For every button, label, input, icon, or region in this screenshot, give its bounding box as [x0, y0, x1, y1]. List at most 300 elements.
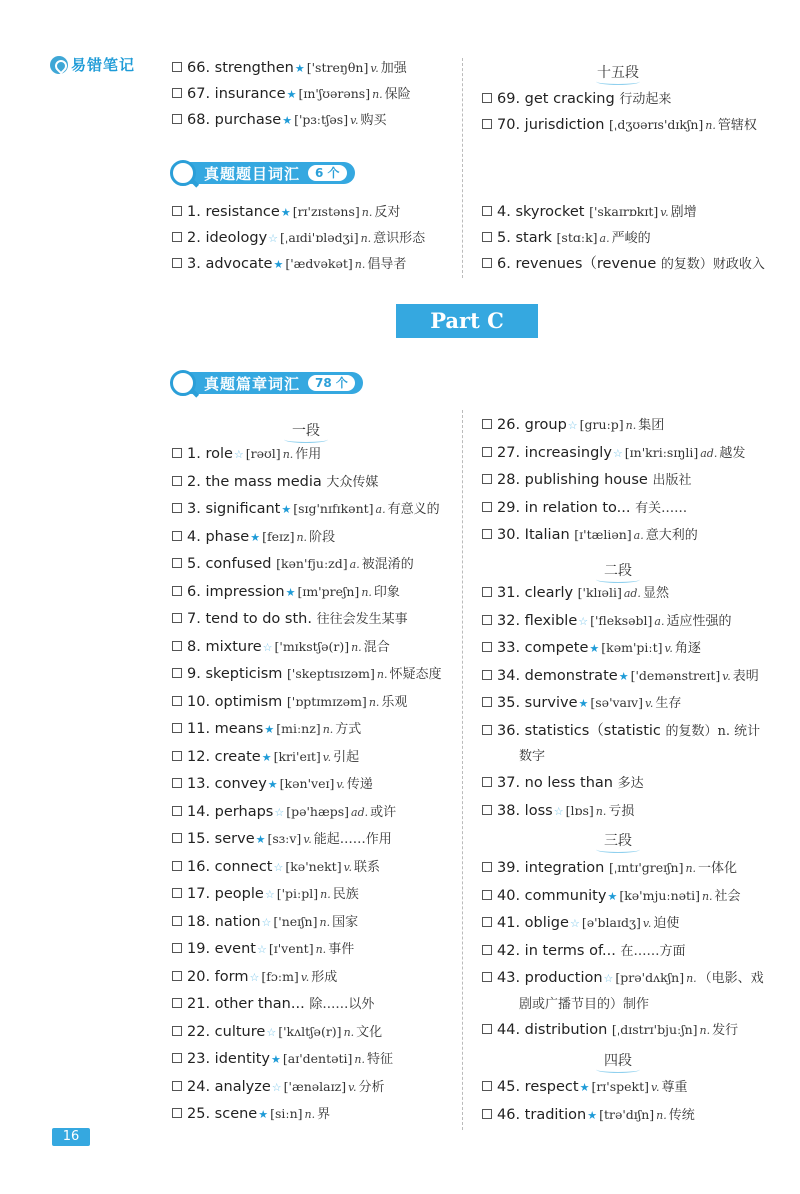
entry-meaning: 集团 — [638, 418, 665, 433]
vocab-entry — [172, 582, 400, 603]
hollow-star-icon: ☆ — [233, 448, 244, 461]
entry-pos: a. — [633, 529, 644, 542]
vocab-entry — [172, 554, 414, 575]
star-icon: ★ — [282, 114, 293, 127]
entry-word: integration — [524, 860, 605, 876]
hollow-star-icon: ☆ — [249, 971, 260, 984]
entry-pos: v. — [303, 833, 312, 846]
vocab-entry — [172, 747, 359, 768]
checkbox-icon[interactable] — [172, 503, 182, 513]
brand-title: 易错笔记 — [71, 56, 136, 74]
star-icon: ★ — [286, 88, 297, 101]
entry-phonetic: ['streŋθn] — [306, 60, 369, 75]
vocab-entry — [482, 941, 685, 962]
checkbox-icon[interactable] — [172, 943, 182, 953]
vocab-entry — [482, 693, 681, 714]
entry-meaning: 联系 — [353, 860, 380, 875]
hollow-star-icon: ☆ — [264, 888, 275, 901]
entry-number: 35. — [497, 695, 521, 711]
entry-meaning: 行动起来 — [619, 92, 672, 107]
entry-word: culture — [214, 1024, 266, 1040]
entry-phonetic: [aɪ'dentəti] — [282, 1051, 353, 1066]
entry-number: 2. — [187, 230, 201, 246]
checkbox-icon[interactable] — [172, 888, 182, 898]
entry-pos: n. — [699, 1024, 711, 1037]
checkbox-icon[interactable] — [172, 1026, 182, 1036]
checkbox-icon[interactable] — [482, 258, 492, 268]
vocab-entry — [482, 228, 651, 249]
star-icon: ★ — [618, 670, 629, 683]
checkbox-icon[interactable] — [172, 88, 182, 98]
entry-phonetic: [ˌaɪdi'ɒlədʒi] — [280, 230, 359, 245]
entry-number: 40. — [497, 888, 521, 904]
checkbox-icon[interactable] — [172, 1053, 182, 1063]
entry-pos: n. — [686, 972, 697, 985]
chapter-vocab-count: 78 个 — [308, 375, 355, 391]
entry-meaning: 在……方面 — [620, 944, 686, 959]
brand-icon — [50, 56, 68, 74]
entry-phonetic: [kəm'piːt] — [601, 640, 663, 655]
entry-meaning: 严峻的 — [611, 231, 651, 246]
entry-word: the mass media — [205, 474, 322, 490]
entry-meaning: 购买 — [360, 113, 387, 128]
entry-pos: n. — [343, 1026, 355, 1039]
entry-phonetic: ['kʌltʃə(r)] — [278, 1024, 342, 1039]
page-number: 16 — [52, 1128, 90, 1146]
entry-meaning: 有意义的 — [387, 502, 440, 517]
star-icon: ★ — [261, 751, 272, 764]
checkbox-icon[interactable] — [172, 833, 182, 843]
entry-phonetic: [kri'eɪt] — [273, 749, 321, 764]
checkbox-icon[interactable] — [482, 206, 492, 216]
checkbox-icon[interactable] — [482, 587, 492, 597]
entry-meaning: 文化 — [356, 1025, 383, 1040]
vocab-entry — [172, 692, 407, 713]
entry-word: loss — [524, 803, 553, 819]
checkbox-icon[interactable] — [482, 1024, 492, 1034]
entry-word: phase — [205, 529, 250, 545]
star-icon: ★ — [589, 642, 600, 655]
entry-meaning: 管辖权 — [717, 118, 757, 133]
hollow-star-icon: ☆ — [569, 917, 580, 930]
entry-number: 9. — [187, 666, 201, 682]
entry-word: significant — [205, 501, 281, 517]
entry-number: 30. — [497, 527, 521, 543]
star-icon: ★ — [264, 723, 275, 736]
vocab-entry — [172, 202, 400, 223]
entry-word: jurisdiction — [524, 117, 605, 133]
entry-meaning: 或许 — [370, 805, 397, 820]
vocab-entry — [482, 773, 644, 794]
entry-meaning: 表明 — [732, 669, 759, 684]
vocab-entry — [482, 498, 687, 519]
hollow-star-icon: ☆ — [256, 943, 267, 956]
entry-pos: v. — [370, 62, 379, 75]
entry-meaning: 生存 — [655, 696, 682, 711]
hollow-star-icon: ☆ — [266, 1026, 277, 1039]
entry-meaning: 民族 — [332, 887, 359, 902]
entry-meaning: 乐观 — [381, 695, 408, 710]
entry-word: group — [524, 417, 567, 433]
entry-meaning: 剧增 — [670, 205, 697, 220]
entry-meaning: 事件 — [328, 942, 355, 957]
vocab-entry — [172, 664, 442, 685]
entry-word: publishing house — [524, 472, 648, 488]
entry-phonetic: [ɪ'vent] — [268, 941, 314, 956]
entry-pos: v. — [343, 861, 352, 874]
entry-word: means — [214, 721, 264, 737]
hollow-star-icon: ☆ — [268, 232, 279, 245]
checkbox-icon[interactable] — [482, 805, 492, 815]
section-heading-15: 十五段 — [588, 62, 648, 82]
entry-phonetic: [siːn] — [270, 1106, 303, 1121]
entry-number: 19. — [187, 941, 211, 957]
entry-word: identity — [214, 1051, 270, 1067]
entry-word: Italian — [524, 527, 570, 543]
vocab-entry — [172, 994, 374, 1015]
entry-number: 4. — [187, 529, 201, 545]
checkbox-icon[interactable] — [172, 641, 182, 651]
checkbox-icon[interactable] — [482, 945, 492, 955]
checkbox-icon[interactable] — [482, 119, 492, 129]
entry-pos: n. — [319, 916, 331, 929]
checkbox-icon[interactable] — [172, 586, 182, 596]
entry-meaning: 倡导者 — [367, 257, 407, 272]
entry-pos: a. — [349, 558, 360, 571]
entry-meaning: 传递 — [346, 777, 373, 792]
entry-word: respect — [524, 1079, 579, 1095]
checkbox-icon[interactable] — [482, 972, 492, 982]
entry-phonetic: [feɪz] — [262, 529, 295, 544]
hollow-star-icon: ☆ — [271, 1081, 282, 1094]
entry-number: 1. — [187, 446, 201, 462]
entry-pos: n. — [685, 862, 697, 875]
checkbox-icon[interactable] — [172, 62, 182, 72]
vocab-entry — [172, 1049, 393, 1070]
entry-pos: n. — [315, 943, 327, 956]
checkbox-icon[interactable] — [482, 615, 492, 625]
entry-phonetic: ['ædvəkət] — [285, 256, 353, 271]
checkbox-icon[interactable] — [172, 232, 182, 242]
vocab-entry — [482, 666, 759, 687]
hollow-star-icon: ☆ — [261, 916, 272, 929]
entry-meaning: 印象 — [373, 585, 400, 600]
entry-43-continuation: 剧或广播节目的）制作 — [519, 997, 650, 1012]
entry-pos: ad. — [351, 806, 369, 819]
entry-word: people — [214, 886, 264, 902]
checkbox-icon[interactable] — [172, 751, 182, 761]
vocab-entry — [482, 415, 664, 436]
entry-phonetic: [lɒs] — [565, 803, 594, 818]
entry-phonetic: [ɪn'kriːsɪŋli] — [624, 445, 699, 460]
entry-pos: n. — [282, 448, 294, 461]
entry-pos: v. — [322, 751, 332, 764]
entry-word: resistance — [205, 204, 280, 220]
entry-pos: n. — [625, 419, 637, 432]
entry-phonetic: ['fleksəbl] — [590, 613, 653, 628]
entry-number: 7. — [187, 611, 201, 627]
star-icon: ★ — [607, 890, 618, 903]
entry-phonetic: ['skaɪrɒkɪt] — [589, 204, 659, 219]
entry-meaning: 出版社 — [652, 473, 692, 488]
exam-vocab-title — [170, 160, 355, 186]
entry-pos: n. — [354, 1053, 365, 1066]
vocab-entry — [482, 968, 764, 989]
entry-word: distribution — [524, 1022, 608, 1038]
vocab-entry — [172, 228, 425, 249]
star-icon: ★ — [294, 62, 305, 75]
entry-phonetic: [gruːp] — [579, 417, 624, 432]
checkbox-icon[interactable] — [172, 613, 182, 623]
entry-word: create — [214, 749, 261, 765]
entry-word: production — [524, 970, 603, 986]
vocab-entry — [172, 857, 380, 878]
entry-meaning: 大众传媒 — [326, 475, 379, 490]
checkbox-icon[interactable] — [172, 531, 182, 541]
entry-number: 41. — [497, 915, 521, 931]
entry-number: 44. — [497, 1022, 521, 1038]
entry-word: ideology — [205, 230, 268, 246]
entry-phonetic: [prə'dʌkʃn] — [615, 970, 685, 985]
vocab-entry — [172, 829, 392, 850]
entry-number: 36. — [497, 723, 521, 739]
entry-number: 3. — [187, 256, 201, 272]
entry-number: 12. — [187, 749, 211, 765]
vocab-entry — [482, 254, 765, 275]
checkbox-icon[interactable] — [482, 1081, 492, 1091]
entry-number: 38. — [497, 803, 521, 819]
checkbox-icon[interactable] — [482, 862, 492, 872]
vocab-entry — [172, 802, 396, 823]
entry-phonetic: [rɪ'zɪstəns] — [292, 204, 360, 219]
entry-meaning: 有关…… — [635, 501, 688, 516]
entry-number: 10. — [187, 694, 211, 710]
checkbox-icon[interactable] — [172, 1081, 182, 1091]
entry-phonetic: [sɜːv] — [267, 831, 302, 846]
entry-number: 68. — [187, 112, 211, 128]
entry-number: 26. — [497, 417, 521, 433]
entry-meaning: 传统 — [668, 1108, 695, 1123]
checkbox-icon[interactable] — [172, 861, 182, 871]
checkbox-icon[interactable] — [172, 206, 182, 216]
checkbox-icon[interactable] — [482, 447, 492, 457]
entry-pos: n. — [360, 232, 372, 245]
brand-logo — [50, 54, 135, 75]
entry-pos: n. — [595, 805, 607, 818]
entry-meaning: 多达 — [617, 776, 644, 791]
entry-pos: n. — [296, 531, 308, 544]
hollow-star-icon: ☆ — [578, 615, 589, 628]
vocab-entry — [172, 58, 407, 79]
entry-number: 31. — [497, 585, 521, 601]
entry-phonetic: [kən'veɪ] — [279, 776, 335, 791]
entry-meaning: 的复数）n. 统计 — [665, 724, 761, 739]
vocab-entry — [482, 443, 745, 464]
entry-number: 21. — [187, 996, 211, 1012]
entry-pos: v. — [722, 670, 731, 683]
entry-word: impression — [205, 584, 285, 600]
star-icon: ★ — [281, 503, 292, 516]
entry-pos: a. — [375, 503, 386, 516]
entry-phonetic: [ˌdʒʊərɪs'dɪkʃn] — [609, 117, 704, 132]
entry-word: skyrocket — [515, 204, 585, 220]
entry-phonetic: [kə'mjuːnəti] — [619, 888, 700, 903]
entry-phonetic: [rɪ'spekt] — [591, 1079, 650, 1094]
entry-number: 5. — [187, 556, 201, 572]
checkbox-icon[interactable] — [172, 476, 182, 486]
hollow-star-icon: ☆ — [612, 447, 623, 460]
entry-36-continuation: 数字 — [519, 749, 546, 764]
entry-meaning: 角逐 — [674, 641, 701, 656]
checkbox-icon[interactable] — [482, 725, 492, 735]
entry-phonetic: [sɪg'nɪfɪkənt] — [293, 501, 374, 516]
entry-meaning: 分析 — [358, 1080, 385, 1095]
entry-number: 17. — [187, 886, 211, 902]
checkbox-icon[interactable] — [172, 998, 182, 1008]
star-icon: ★ — [280, 206, 291, 219]
checkbox-icon[interactable] — [172, 448, 182, 458]
checkbox-icon[interactable] — [172, 1108, 182, 1118]
checkbox-icon[interactable] — [482, 419, 492, 429]
entry-word: oblige — [524, 915, 569, 931]
checkbox-icon[interactable] — [482, 890, 492, 900]
checkbox-icon[interactable] — [172, 258, 182, 268]
entry-meaning: 作用 — [295, 447, 322, 462]
checkbox-icon[interactable] — [172, 778, 182, 788]
entry-number: 25. — [187, 1106, 211, 1122]
entry-number: 11. — [187, 721, 211, 737]
checkbox-icon[interactable] — [482, 917, 492, 927]
vocab-entry — [172, 912, 358, 933]
checkbox-icon[interactable] — [482, 529, 492, 539]
entry-number: 13. — [187, 776, 211, 792]
checkbox-icon[interactable] — [172, 971, 182, 981]
entry-number: 24. — [187, 1079, 211, 1095]
section-heading-4: 四段 — [588, 1050, 648, 1070]
entry-meaning: 的复数）财政收入 — [660, 257, 765, 272]
entry-phonetic: ['mɪkstʃə(r)] — [274, 639, 350, 654]
entry-phonetic: [ˌdɪstrɪ'bjuːʃn] — [611, 1022, 698, 1037]
entry-word: in terms of... — [524, 943, 616, 959]
vocab-entry — [482, 115, 757, 136]
star-icon: ★ — [579, 1081, 590, 1094]
vocab-entry — [482, 583, 669, 604]
entry-number: 15. — [187, 831, 211, 847]
checkbox-icon[interactable] — [482, 777, 492, 787]
checkbox-icon[interactable] — [172, 723, 182, 733]
vocab-entry — [482, 1077, 687, 1098]
entry-word: strengthen — [214, 60, 294, 76]
vocab-entry — [172, 472, 378, 493]
entry-word: connect — [214, 859, 273, 875]
star-icon: ★ — [271, 1053, 281, 1066]
entry-word: tend to do sth. — [205, 611, 312, 627]
checkbox-icon[interactable] — [482, 502, 492, 512]
entry-pos: n. — [351, 641, 362, 654]
entry-number: 3. — [187, 501, 201, 517]
entry-number: 4. — [497, 204, 511, 220]
entry-meaning: 除……以外 — [309, 997, 375, 1012]
checkbox-icon[interactable] — [482, 642, 492, 652]
entry-pos: n. — [361, 586, 372, 599]
entry-word: statistics（statistic — [524, 723, 661, 739]
entry-number: 46. — [497, 1107, 521, 1123]
entry-number: 69. — [497, 91, 521, 107]
entry-word: analyze — [214, 1079, 271, 1095]
vocab-entry — [482, 721, 760, 742]
checkbox-icon[interactable] — [172, 558, 182, 568]
vocab-entry — [172, 967, 337, 988]
magnifier-icon — [170, 160, 196, 186]
entry-word: get cracking — [524, 91, 615, 107]
checkbox-icon[interactable] — [482, 93, 492, 103]
vocab-entry — [482, 202, 697, 223]
entry-word: demonstrate — [524, 668, 618, 684]
entry-meaning: 越发 — [719, 446, 746, 461]
column-divider — [462, 58, 463, 278]
checkbox-icon[interactable] — [172, 916, 182, 926]
entry-meaning: 国家 — [332, 915, 359, 930]
entry-number: 45. — [497, 1079, 521, 1095]
entry-meaning: 混合 — [363, 640, 390, 655]
section-heading-3: 三段 — [588, 830, 648, 850]
vocab-entry — [172, 1022, 382, 1043]
checkbox-icon[interactable] — [172, 114, 182, 124]
star-icon: ★ — [285, 586, 296, 599]
checkbox-icon[interactable] — [482, 232, 492, 242]
entry-phonetic: [ˌɪntɪ'greɪʃn] — [608, 860, 684, 875]
entry-number: 70. — [497, 117, 521, 133]
checkbox-icon[interactable] — [172, 696, 182, 706]
entry-pos: v. — [651, 1081, 660, 1094]
checkbox-icon[interactable] — [482, 670, 492, 680]
entry-meaning: 发行 — [712, 1023, 739, 1038]
entry-meaning: 显然 — [642, 586, 669, 601]
entry-pos: v. — [642, 917, 652, 930]
vocab-entry — [172, 84, 411, 105]
hollow-star-icon: ☆ — [273, 861, 284, 874]
checkbox-icon[interactable] — [482, 1109, 492, 1119]
entry-pos: n. — [376, 668, 388, 681]
checkbox-icon[interactable] — [482, 697, 492, 707]
entry-word: stark — [515, 230, 552, 246]
checkbox-icon[interactable] — [172, 806, 182, 816]
entry-number: 23. — [187, 1051, 211, 1067]
entry-meaning: 社会 — [714, 889, 741, 904]
entry-word: no less than — [524, 775, 613, 791]
entry-pos: v. — [664, 642, 673, 655]
entry-number: 33. — [497, 640, 521, 656]
entry-number: 39. — [497, 860, 521, 876]
checkbox-icon[interactable] — [172, 668, 182, 678]
entry-word: other than... — [214, 996, 305, 1012]
vocab-entry — [482, 638, 701, 659]
star-icon: ★ — [578, 697, 589, 710]
chapter-vocab-title — [170, 370, 363, 396]
checkbox-icon[interactable] — [482, 474, 492, 484]
entry-number: 27. — [497, 445, 521, 461]
entry-word: event — [214, 941, 256, 957]
entry-meaning: 往往会发生某事 — [316, 612, 408, 627]
entry-meaning: 引起 — [333, 750, 360, 765]
entry-pos: n. — [368, 696, 380, 709]
vocab-entry — [482, 89, 671, 110]
vocab-entry — [172, 774, 373, 795]
entry-word: flexible — [524, 613, 578, 629]
entry-meaning: 界 — [317, 1107, 331, 1122]
entry-meaning: 意识形态 — [373, 231, 426, 246]
star-icon: ★ — [587, 1109, 598, 1122]
